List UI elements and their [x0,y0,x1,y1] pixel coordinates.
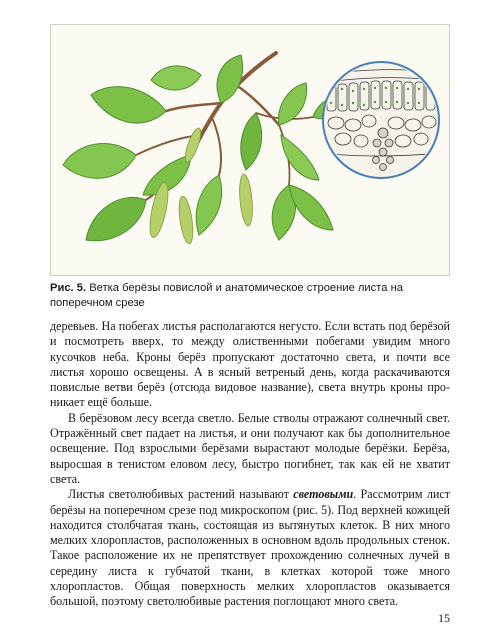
leaf [63,144,136,179]
figure-caption-text: Ветка берёзы повислой и анатомическое строение листа на поперечном срезе [50,282,404,309]
figure-caption-label: Рис. 5. [50,282,87,294]
birch-leaves [63,55,349,241]
body-text [50,319,450,610]
figure-caption [50,281,450,310]
leaf [196,175,221,235]
paragraph: деревьев. На побегах листья располагаются негусто. Если встать под берёзой и посмотреть вверх, то между олиственными побегами увидим много кусочков неба. Кроны берёз пропускают достаточно света, и почти все листья хорошо освещены. А в ясный ветреный день, когда раскачиваются повислые ветви берёз (отсюда видовое название), света внутрь кроны проникает ещё больше. [50,319,450,410]
term-emphasis: световыми [293,487,354,502]
catkin [177,195,196,244]
page-number: 15 [438,611,450,625]
leaf [86,197,146,240]
leaf [281,135,319,180]
paragraph: В берёзовом лесу всегда светло. Белые стволы отражают солнечный свет. Отражённый свет падает на листья, и они получают как бы дополнительное освещение. Под взрослыми берёзами вырастают молодые берёзки. Берёза, выросшая в тенистом еловом лесу, быстро погибнет, так как ей не хватит света. [50,410,450,486]
paragraph [50,487,450,609]
leaf [91,87,166,123]
paragraph-text: Листья светолюбивых растений называют [68,487,294,502]
catkin [238,174,254,227]
paragraph-text: . Рассмотрим лист берёзы на поперечном срезе под микроскопом (рис. 5). Под верхней кожицей находится столбчатая ткань, состоящая из вытянутых клеток. В них много мелких хлоропластов, расположенных в основном вдоль продольных стенок. Такое расположение их не препятствует прохождению солнечных лучей в середину листа к губчатой ткани, в клетках которой тоже много хлоропластов. Общая поверхность мелких хлоропластов оказывается большой, поэтому светолюбивые растения поглощают много света. [50,487,450,609]
figure-birch-branch [50,24,450,276]
catkin [182,126,204,163]
leaf-cross-section-micrograph [323,62,439,178]
leaf [151,66,201,90]
leaf [241,113,262,170]
birch-illustration [51,25,451,277]
leaf [217,55,242,103]
